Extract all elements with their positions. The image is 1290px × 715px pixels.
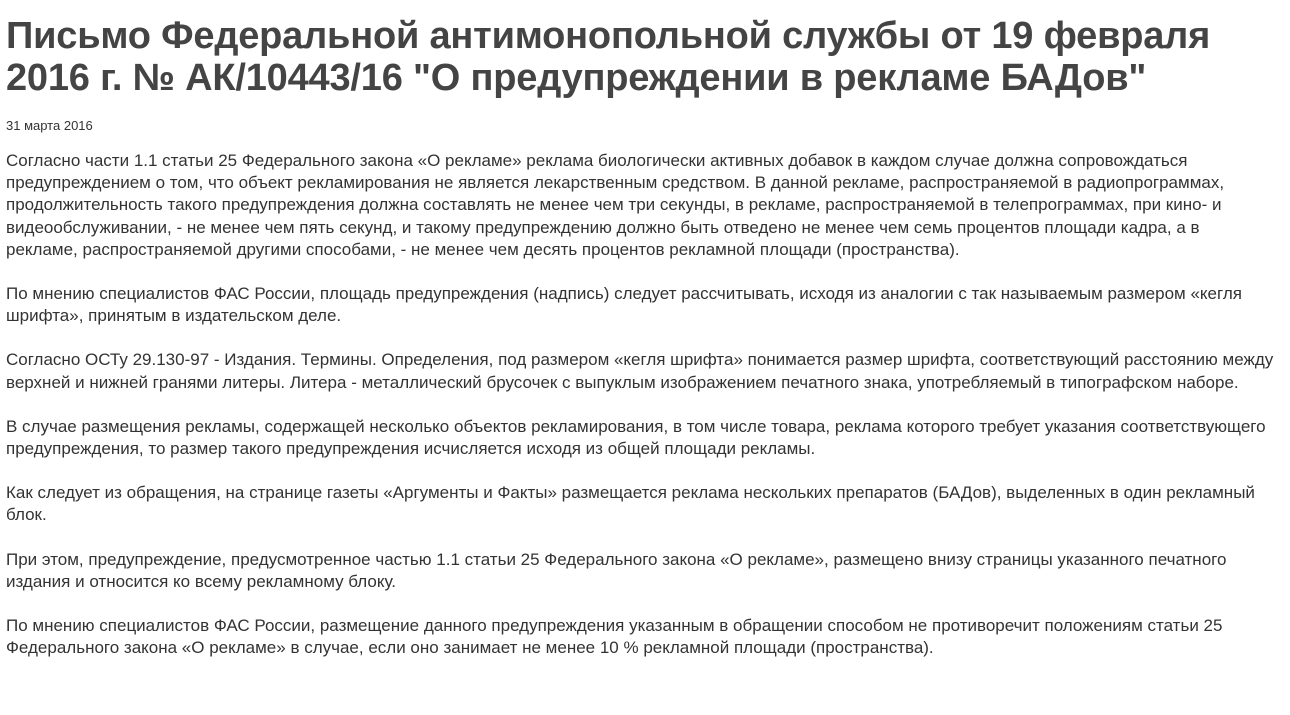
- article-paragraph: В случае размещения рекламы, содержащей несколько объектов рекламирования, в том числе товара, реклама которого требует указания соответствующего предупреждения, то размер такого предупреждения исчисляется исходя из общей площади рекламы.: [6, 416, 1266, 459]
- article-paragraph: Согласно ОСТу 29.130-97 - Издания. Термины. Определения, под размером «кегля шрифта» понимается размер шрифта, соответствующий расстоянию между верхней и нижней гранями литеры. Литера - металлический брусочек с выпуклым изображением печатного знака, употребляемый в типографском наборе.: [6, 350, 1274, 392]
- article-paragraph: При этом, предупреждение, предусмотренное частью 1.1 статьи 25 Федерального закона «О рекламе», размещено внизу страницы указанного печатного издания и относится ко всему рекламному блоку.: [6, 549, 1227, 591]
- article-paragraph: Согласно части 1.1 статьи 25 Федерального закона «О рекламе» реклама биологически активных добавок в каждом случае должна сопровождаться предупреждением о том, что объект рекламирования не является лекарственным средством. В данной рекламе, распространяемой в радиопрограммах, продолжительность такого предупреждения должна составлять не менее чем три секунды, в рекламе, распространяемой в телепрограммах, при кино- и видеообслуживании, - не менее чем пять секунд, и такому предупреждению должно быть отведено не менее чем семь процентов площади кадра, а в рекламе, распространяемой другими способами, - не менее чем десять процентов рекламной площади (пространства).: [6, 151, 1225, 259]
- article-paragraph: Как следует из обращения, на странице газеты «Аргументы и Факты» размещается реклама нескольких препаратов (БАДов), выделенных в один рекламный блок.: [6, 483, 1255, 525]
- article-date: 31 марта 2016: [6, 118, 93, 133]
- article-body: [6, 150, 1276, 659]
- article-paragraph: По мнению специалистов ФАС России, площадь предупреждения (надпись) следует рассчитывать, исходя из аналогии с так называемым размером «кегля шрифта», принятым в издательском деле.: [6, 284, 1242, 326]
- article-paragraph: По мнению специалистов ФАС России, размещение данного предупреждения указанным в обращении способом не противоречит положениям статьи 25 Федерального закона «О рекламе» в случае, если оно занимает не менее 10 % рекламной площади (пространства).: [6, 616, 1223, 658]
- article-title: Письмо Федеральной антимонопольной службы от 19 февраля 2016 г. № АК/10443/16 "О предупреждении в рекламе БАДов": [6, 15, 1211, 99]
